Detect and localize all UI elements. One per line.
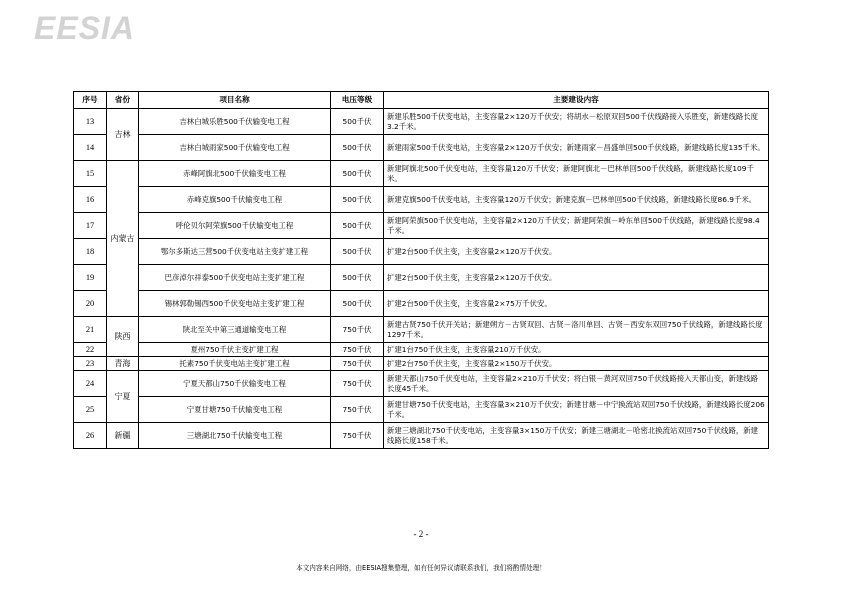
- row-number: 21: [74, 317, 107, 343]
- content-cell: 新建天都山750千伏变电站，主变容量2×210万千伏安；将白银－黄河双回750千伏线路接入天都山变，新建线路长度45千米。: [384, 371, 769, 397]
- table-row: [74, 213, 769, 239]
- row-number: 24: [74, 371, 107, 397]
- header-voltage: 电压等级: [331, 92, 384, 109]
- table-row: [74, 423, 769, 449]
- project-name-cell: 夏州750千伏主变扩建工程: [139, 343, 331, 357]
- table-row: [74, 357, 769, 371]
- project-name-cell: 锡林郭勒锡西500千伏变电站主变扩建工程: [139, 291, 331, 317]
- content-cell: 新建阿旗北500千伏变电站，主变容量120万千伏安；新建阿旗北－巴林单回500千伏线路，新建线路长度109千米。: [384, 161, 769, 187]
- row-number: 17: [74, 213, 107, 239]
- footer-disclaimer: 本文内容来自网络，由EESIA搜集整理，如有任何异议请联系我们，我们将酌情处理！: [296, 564, 546, 572]
- voltage-cell: 750千伏: [331, 371, 384, 397]
- project-name-cell: 赤峰克旗500千伏输变电工程: [139, 187, 331, 213]
- content-cell: 新建三塘湖北750千伏变电站，主变容量3×150万千伏安；新建三塘湖北－哈密北换流站双回750千伏线路，新建线路长度158千米。: [384, 423, 769, 449]
- project-name-cell: 吉林白城雨家500千伏输变电工程: [139, 135, 331, 161]
- table-row: [74, 343, 769, 357]
- header-project-name: 项目名称: [139, 92, 331, 109]
- row-number: 14: [74, 135, 107, 161]
- content-cell: 扩建2台750千伏主变，主变容量2×150万千伏安。: [384, 357, 769, 371]
- voltage-cell: 500千伏: [331, 213, 384, 239]
- row-number: 20: [74, 291, 107, 317]
- project-name-cell: 赤峰阿旗北500千伏输变电工程: [139, 161, 331, 187]
- row-number: 23: [74, 357, 107, 371]
- voltage-cell: 750千伏: [331, 343, 384, 357]
- table-header-row: [74, 92, 769, 109]
- row-number: 19: [74, 265, 107, 291]
- voltage-cell: 750千伏: [331, 317, 384, 343]
- header-no: 序号: [74, 92, 107, 109]
- page-number: - 2 -: [413, 529, 429, 539]
- content-cell: 新建雨家500千伏变电站，主变容量2×120万千伏安；新建雨家－昌盛单回500千伏线路，新建线路长度135千米。: [384, 135, 769, 161]
- header-province: 省份: [107, 92, 139, 109]
- row-number: 25: [74, 397, 107, 423]
- province-cell: 内蒙古: [107, 161, 139, 317]
- table-row: [74, 161, 769, 187]
- voltage-cell: 750千伏: [331, 423, 384, 449]
- project-name-cell: 三塘湖北750千伏输变电工程: [139, 423, 331, 449]
- project-name-cell: 宁夏天都山750千伏输变电工程: [139, 371, 331, 397]
- content-cell: 新建乐胜500千伏变电站，主变容量2×120万千伏安；将胡水－松原双回500千伏线路接入乐胜变，新建线路长度3.2千米。: [384, 109, 769, 135]
- table-body: [74, 109, 769, 449]
- header-content: 主要建设内容: [384, 92, 769, 109]
- content-cell: 扩建1台750千伏主变，主变容量210万千伏安。: [384, 343, 769, 357]
- voltage-cell: 750千伏: [331, 397, 384, 423]
- project-name-cell: 托素750千伏变电站主变扩建工程: [139, 357, 331, 371]
- voltage-cell: 500千伏: [331, 161, 384, 187]
- voltage-cell: 500千伏: [331, 239, 384, 265]
- province-cell: 新疆: [107, 423, 139, 449]
- province-cell: 青海: [107, 357, 139, 371]
- content-cell: 新建阿荣旗500千伏变电站，主变容量2×120万千伏安；新建阿荣旗－岭东单回500千伏线路，新建线路长度98.4千米。: [384, 213, 769, 239]
- table-row: [74, 265, 769, 291]
- row-number: 15: [74, 161, 107, 187]
- voltage-cell: 500千伏: [331, 109, 384, 135]
- province-cell: 陕西: [107, 317, 139, 357]
- project-name-cell: 鄂尔多斯达三营500千伏变电站主变扩建工程: [139, 239, 331, 265]
- row-number: 13: [74, 109, 107, 135]
- table-row: [74, 135, 769, 161]
- content-cell: 新建甘塘750千伏变电站，主变容量3×210万千伏安；新建甘塘－中宁换流站双回750千伏线路，新建线路长度206千米。: [384, 397, 769, 423]
- table-row: [74, 239, 769, 265]
- content-cell: 新建古贤750千伏开关站；新建朔方－古贤双回、古贤－洛川单回、古贤－西安东双回750千伏线路，新建线路长度1297千米。: [384, 317, 769, 343]
- project-name-cell: 呼伦贝尔阿荣旗500千伏输变电工程: [139, 213, 331, 239]
- content-cell: 扩建2台500千伏主变，主变容量2×120万千伏安。: [384, 265, 769, 291]
- eesia-logo: EESIA: [34, 10, 136, 46]
- table-row: [74, 291, 769, 317]
- project-name-cell: 宁夏甘塘750千伏输变电工程: [139, 397, 331, 423]
- voltage-cell: 500千伏: [331, 135, 384, 161]
- table-row: [74, 317, 769, 343]
- content-cell: 扩建2台500千伏主变，主变容量2×75万千伏安。: [384, 291, 769, 317]
- province-cell: 宁夏: [107, 371, 139, 423]
- table-row: [74, 187, 769, 213]
- content-cell: 扩建2台500千伏主变，主变容量2×120万千伏安。: [384, 239, 769, 265]
- project-name-cell: 巴彦淖尔祥泰500千伏变电站主变扩建工程: [139, 265, 331, 291]
- content-cell: 新建克旗500千伏变电站，主变容量120万千伏安；新建克旗－巴林单回500千伏线路，新建线路长度86.9千米。: [384, 187, 769, 213]
- project-name-cell: 陕北至关中第三通道输变电工程: [139, 317, 331, 343]
- table-row: [74, 371, 769, 397]
- province-cell: 吉林: [107, 109, 139, 161]
- table-row: [74, 109, 769, 135]
- voltage-cell: 750千伏: [331, 357, 384, 371]
- row-number: 22: [74, 343, 107, 357]
- voltage-cell: 500千伏: [331, 291, 384, 317]
- voltage-cell: 500千伏: [331, 265, 384, 291]
- project-table: [73, 91, 769, 449]
- project-name-cell: 吉林白城乐胜500千伏输变电工程: [139, 109, 331, 135]
- row-number: 26: [74, 423, 107, 449]
- row-number: 16: [74, 187, 107, 213]
- row-number: 18: [74, 239, 107, 265]
- voltage-cell: 500千伏: [331, 187, 384, 213]
- table-row: [74, 397, 769, 423]
